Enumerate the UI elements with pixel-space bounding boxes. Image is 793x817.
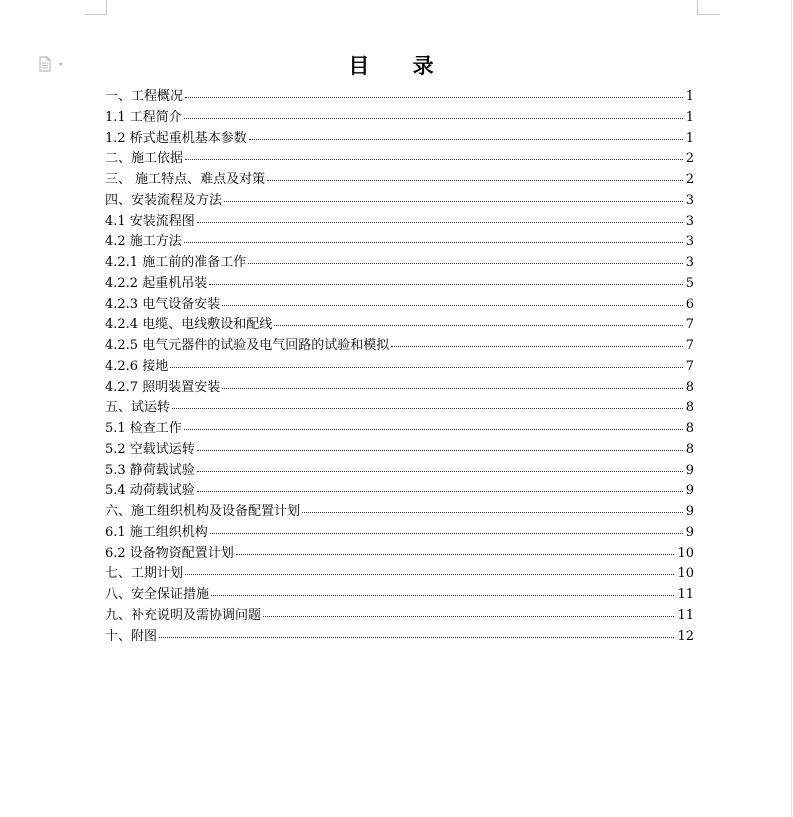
toc-entry-label: 二、施工依据 [105, 151, 184, 167]
toc-entry[interactable] [105, 212, 694, 233]
toc-dot-leader [267, 180, 683, 181]
toc-list [105, 87, 694, 647]
toc-entry-label: 四、安装流程及方法 [105, 192, 223, 208]
toc-entry-page-number: 1 [685, 130, 694, 146]
toc-dot-leader [222, 305, 683, 306]
toc-dot-leader [263, 616, 674, 617]
toc-entry[interactable] [105, 627, 694, 648]
toc-dot-leader [184, 242, 683, 243]
toc-entry-page-number: 3 [685, 234, 694, 250]
toc-entry-label: 4.2 施工方法 [105, 234, 182, 250]
margin-corner-top-left [84, 0, 107, 15]
toc-entry-label: 6.1 施工组织机构 [105, 524, 208, 540]
toc-dot-leader [197, 491, 683, 492]
toc-entry[interactable] [105, 544, 694, 565]
toc-entry-label: 三、 施工特点、难点及对策 [105, 172, 266, 187]
toc-dot-leader [209, 284, 683, 285]
toc-entry[interactable] [105, 357, 694, 378]
toc-entry-page-number: 8 [685, 441, 694, 457]
toc-entry-page-number: 2 [685, 151, 694, 167]
toc-entry-page-number: 9 [685, 524, 694, 540]
toc-entry-page-number: 2 [685, 172, 694, 187]
toc-entry-label: 1.1 工程简介 [105, 109, 182, 125]
toc-entry[interactable] [105, 440, 694, 461]
toc-entry-page-number: 6 [685, 296, 694, 312]
toc-entry-label: 五、试运转 [105, 400, 171, 416]
toc-entry-page-number: 1 [685, 109, 694, 125]
toc-entry-page-number: 8 [685, 400, 694, 416]
toc-entry[interactable] [105, 502, 694, 523]
toc-entry[interactable] [105, 564, 694, 585]
toc-entry-label: 4.1 安装流程图 [105, 213, 195, 229]
toc-entry[interactable] [105, 481, 694, 502]
margin-corner-top-right [697, 0, 720, 15]
toc-entry-label: 4.2.6 接地 [105, 358, 169, 374]
toc-dot-leader [210, 533, 683, 534]
toc-dot-leader [185, 97, 683, 98]
toc-entry[interactable] [105, 419, 694, 440]
toc-entry-label: 1.2 桥式起重机基本参数 [105, 130, 247, 146]
toc-dot-leader [185, 574, 674, 575]
toc-title: 目 录 [348, 53, 452, 78]
toc-dot-leader [172, 408, 683, 409]
toc-entry-label: 4.2.2 起重机吊装 [105, 275, 208, 291]
toc-entry-page-number: 11 [677, 607, 694, 623]
toc-entry-page-number: 11 [677, 587, 694, 602]
toc-dot-leader [185, 159, 683, 160]
toc-entry[interactable] [105, 232, 694, 253]
toc-entry-label: 4.2.3 电气设备安装 [105, 296, 221, 312]
toc-entry[interactable] [105, 336, 694, 357]
toc-entry[interactable] [105, 523, 694, 544]
toc-entry-page-number: 9 [685, 462, 694, 478]
toc-entry-label: 六、施工组织机构及设备配置计划 [105, 504, 301, 519]
toc-entry[interactable] [105, 87, 694, 108]
toc-entry[interactable] [105, 585, 694, 606]
toc-entry[interactable] [105, 606, 694, 627]
toc-entry-page-number: 8 [685, 421, 694, 436]
toc-entry[interactable] [105, 274, 694, 295]
toc-entry[interactable] [105, 378, 694, 399]
toc-entry-label: 6.2 设备物资配置计划 [105, 545, 234, 561]
toc-entry-label: 5.4 动荷载试验 [105, 483, 195, 499]
toc-dot-leader [170, 367, 683, 368]
toc-dot-leader [274, 325, 683, 326]
toc-entry[interactable] [105, 191, 694, 212]
toc-entry-page-number: 10 [677, 566, 694, 582]
toc-entry-page-number: 8 [685, 379, 694, 395]
toc-entry-page-number: 7 [685, 317, 694, 333]
toc-entry[interactable] [105, 461, 694, 482]
toc-entry-page-number: 5 [685, 275, 694, 291]
toc-entry[interactable] [105, 170, 694, 191]
toc-entry-label: 七、工期计划 [105, 566, 184, 582]
toc-dot-leader [184, 118, 683, 119]
toc-dot-leader [236, 554, 675, 555]
page-edge [791, 0, 792, 817]
toc-dot-leader [302, 512, 683, 513]
toc-dot-leader [197, 222, 683, 223]
toc-entry-label: 十、附图 [105, 628, 158, 644]
toc-entry-label: 4.2.5 电气元器件的试验及电气回路的试验和模拟 [105, 338, 390, 353]
toc-entry-label: 一、工程概况 [105, 89, 184, 104]
toc-entry-page-number: 10 [677, 545, 694, 561]
toc-entry-page-number: 3 [685, 192, 694, 208]
toc-dot-leader [248, 263, 683, 264]
toc-dot-leader [184, 429, 683, 430]
toc-entry-label: 4.2.1 施工前的准备工作 [105, 255, 247, 270]
toc-entry-page-number: 12 [677, 628, 694, 644]
toc-dot-leader [197, 450, 683, 451]
toc-dot-leader [159, 637, 674, 638]
toc-entry[interactable] [105, 108, 694, 129]
toc-dot-leader [211, 595, 674, 596]
toc-entry-label: 5.3 静荷载试验 [105, 462, 195, 478]
toc-dot-leader [197, 471, 683, 472]
toc-entry-page-number: 7 [685, 338, 694, 353]
toc-entry-label: 4.2.7 照明装置安装 [105, 379, 221, 395]
toc-entry-page-number: 9 [685, 504, 694, 519]
toc-entry-page-number: 7 [685, 358, 694, 374]
toc-entry-label: 八、安全保证措施 [105, 587, 210, 602]
toc-entry[interactable] [105, 129, 694, 150]
toc-entry-page-number: 3 [685, 213, 694, 229]
toc-dot-leader [224, 201, 683, 202]
toc-entry-page-number: 9 [685, 483, 694, 499]
toc-entry-label: 5.2 空载试运转 [105, 441, 195, 457]
toc-entry[interactable] [105, 398, 694, 419]
toc-entry-page-number: 1 [685, 89, 694, 104]
toc-entry-label: 九、补充说明及需协调问题 [105, 607, 262, 623]
toc-entry[interactable] [105, 295, 694, 316]
toc-entry[interactable] [105, 149, 694, 170]
toc-entry-page-number: 3 [685, 255, 694, 270]
toc-entry[interactable] [105, 315, 694, 336]
toc-dot-leader [222, 388, 683, 389]
toc-entry-label: 4.2.4 电缆、电线敷设和配线 [105, 317, 273, 333]
toc-dot-leader [249, 139, 683, 140]
toc-dot-leader [391, 346, 683, 347]
toc-entry[interactable] [105, 253, 694, 274]
toc-entry-label: 5.1 检查工作 [105, 421, 182, 436]
